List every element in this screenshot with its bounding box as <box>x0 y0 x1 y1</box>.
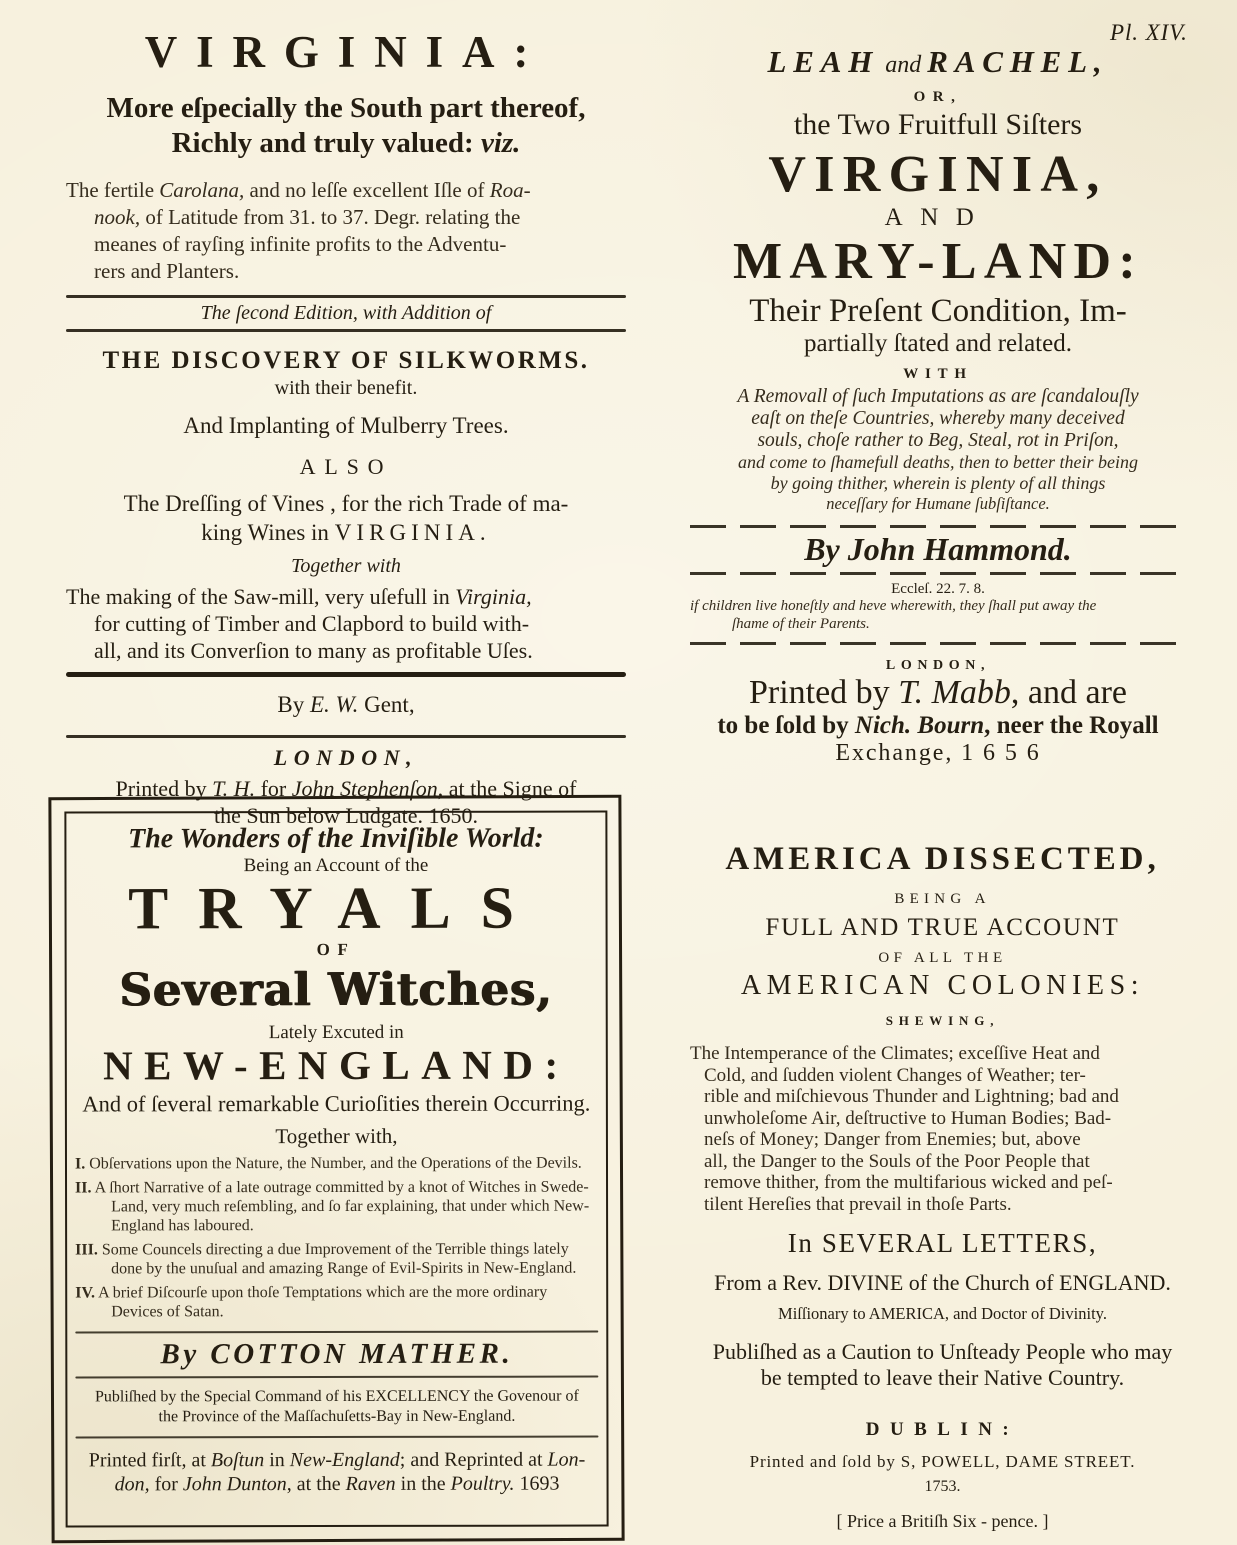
p1-title: VIRGINIA: <box>144 27 548 77</box>
p2-imprint-line: Exchange, 1 6 5 6 <box>835 740 1041 766</box>
p1-also-heading: ALSO <box>299 453 393 479</box>
dashed-rule <box>690 572 1186 575</box>
p3-imprint-line: Printed firſt, at Boſtun in New-England; and Reprinted at Lon- <box>88 1448 586 1472</box>
dashed-rule <box>690 642 1186 645</box>
p4-body-line: rible and miſchievous Thunder and Lightning; bad and <box>704 1086 1119 1107</box>
p3-imprint-line: don, for John Dunton, at the Raven in the Poultry. 1693 <box>114 1472 560 1496</box>
horizontal-rule <box>66 672 626 677</box>
p3-inner-border <box>64 811 608 1528</box>
p3-tryals-title: TRYALS <box>128 874 544 942</box>
p2-removall-line: and come to ſhamefull deaths, then to better their being <box>738 452 1138 472</box>
horizontal-rule <box>66 735 626 738</box>
p3-together-with: Together with, <box>275 1123 398 1149</box>
p3-account-line: Being an Account of the <box>243 854 429 877</box>
p2-sisters-line: the Two Fruitfull Siſters <box>793 108 1083 141</box>
p4-price-line: [ Price a Britiſh Six - pence. ] <box>836 1511 1049 1531</box>
p2-condition-line: Their Preſent Condition, Im- <box>749 293 1127 329</box>
p2-with-heading: WITH <box>903 366 973 382</box>
p1-sawmill-line: for cutting of Timber and Clapbord to build with- <box>94 610 530 636</box>
p2-and: AND <box>884 204 992 231</box>
p4-caution-line: Publiſhed as a Caution to Unſteady People who may <box>712 1339 1173 1364</box>
p3-contents-item: I. Obſervations upon the Nature, the Number, and the Operations of the Devils. <box>74 1154 582 1173</box>
p3-contents-item: IV. A brief Diſcourſe upon thoſe Temptations which are the more ordinary Devices of Satan. <box>75 1283 548 1321</box>
page-america-dissected-1753 <box>690 841 1195 1532</box>
p4-body-line: tilent Hereſies that prevail in thoſe Parts. <box>704 1193 1012 1215</box>
p3-lately-line: Lately Excuted in <box>268 1021 404 1044</box>
p2-removall-line: A Removall of ſuch Imputations as are ſcandalouſly <box>737 386 1139 407</box>
p4-caution-line: be tempted to leave their Native Country. <box>760 1365 1125 1390</box>
p2-condition-line: partially ſtated and related. <box>804 330 1072 357</box>
p2-virginia-title: VIRGINIA, <box>768 146 1108 203</box>
p4-dublin-line: DUBLIN: <box>865 1419 1020 1440</box>
p2-maryland-title: MARY-LAND: <box>733 233 1143 290</box>
p4-missionary-line: Miſſionary to AMERICA, and Doctor of Divinity. <box>778 1304 1107 1323</box>
p4-body-line: remove thither, from the multifarious wicked and peſ- <box>704 1172 1113 1193</box>
p4-body-line: neſs of Money; Danger from Enemies; but, above <box>704 1129 1081 1150</box>
p2-removall-line: eaſt on theſe Countries, whereby many deceived <box>751 408 1125 429</box>
horizontal-rule <box>66 329 626 332</box>
p4-american-colonies: AMERICAN COLONIES: <box>740 970 1145 1001</box>
page-tryals-witches-1693 <box>48 795 624 1543</box>
p1-paragraph-line: rers and Planters. <box>94 258 240 283</box>
p4-printer-line: Printed and ſold by S, POWELL, DAME STREET. <box>749 1452 1136 1471</box>
p4-full-account: FULL AND TRUE ACCOUNT <box>765 914 1120 941</box>
p1-paragraph-line: The fertile Carolana, and no leſſe excellent Iſle of Roa- <box>66 177 531 202</box>
dashed-rule <box>690 525 1186 528</box>
p3-witches-title: Several Witches, <box>119 962 553 1017</box>
p4-of-all-the: OF ALL THE <box>878 950 1007 966</box>
p1-london-line: LONDON, <box>273 744 419 770</box>
horizontal-rule <box>75 1331 598 1334</box>
p1-imprint-line: the Sun below Ludgate. 1650. <box>214 802 478 828</box>
p1-imprint-line: Printed by T. H. for John Stephenſon, at the Signe of <box>115 775 577 801</box>
p2-imprint-line: Printed by T. Mabb, and are <box>748 674 1128 711</box>
horizontal-rule <box>75 1436 598 1439</box>
p4-from-divine: From a Rev. DIVINE of the Church of ENGLAND. <box>714 1270 1171 1295</box>
p1-author-line: By E. W. Gent, <box>277 691 415 717</box>
p1-vines-line: king Wines in VIRGINIA. <box>201 519 491 545</box>
p1-paragraph-line: meanes of rayſing infinite profits to the Adventu- <box>94 231 507 256</box>
p2-author-line: By John Hammond. <box>804 531 1072 567</box>
p4-shewing: SHEWING, <box>885 1013 1000 1028</box>
p3-published-line: Publiſhed by the Special Command of his EXCELLENCY the Govenour of <box>94 1387 579 1406</box>
horizontal-rule <box>75 1376 598 1379</box>
p3-author-line: By COTTON MATHER. <box>160 1337 514 1371</box>
p3-contents-item: II. A ſhort Narrative of a late outrage committed by a knot of Witches in Swede-Land, very much reſembling, and ſo far explaining, that under which New-England has laboured. <box>75 1178 590 1235</box>
p2-removall-line: by going thither, wherein is plenty of all things <box>770 473 1106 493</box>
page-virginia-1650 <box>66 26 626 829</box>
p4-body-line: The Intemperance of the Climates; exceſſive Heat and <box>690 1043 1100 1064</box>
p2-title-leah-rachel: LEAH and RACHEL, <box>767 44 1109 79</box>
p4-year: 1753. <box>924 1478 961 1495</box>
p2-london-line: LONDON, <box>885 658 991 673</box>
p4-body-line: unwholeſome Air, deſtructive to Human Bodies; Bad- <box>704 1107 1112 1129</box>
p4-body-line: all, the Danger to the Souls of the Poor People that <box>704 1150 1090 1172</box>
p3-of: OF <box>316 939 356 960</box>
p4-being-a: BEING A <box>894 891 991 907</box>
p1-vines-line: The Dreſſing of Vines , for the rich Trade of ma- <box>123 490 569 516</box>
horizontal-rule <box>66 295 626 298</box>
p3-wonders-title: The Wonders of the Inviſible World: <box>128 822 544 855</box>
p3-new-england-title: NEW-ENGLAND: <box>103 1041 570 1089</box>
p4-several-letters: In SEVERAL LETTERS, <box>787 1228 1098 1258</box>
p2-imprint-line: to be ſold by Nich. Bourn, neer the Royall <box>717 712 1159 739</box>
plate-number: Pl. XIV. <box>1110 20 1188 45</box>
page-leah-and-rachel-1656 <box>690 44 1186 767</box>
p1-sawmill-line: all, and its Converſion to many as profitable Uſes. <box>94 637 533 663</box>
p3-curiosities-line: And of ſeveral remarkable Curioſities therein Occurring. <box>82 1090 591 1117</box>
p3-published-line: the Province of the Maſſachuſetts-Bay in New-England. <box>158 1407 516 1426</box>
p2-quote-line: if children live honeſtly and heve wherewith, they ſhall put away the <box>690 598 1097 614</box>
p1-benefit-line: with their benefit. <box>274 376 418 399</box>
p2-ecclesiastes-ref: Eccleſ. 22. 7. 8. <box>891 581 985 597</box>
p1-silkworms-heading: THE DISCOVERY OF SILKWORMS. <box>102 346 590 374</box>
p3-contents-item: III. Some Councels directing a due Improvement of the Terrible things lately done by the unuſual and amazing Range of Evil-Spirits in New-England. <box>75 1240 577 1278</box>
p1-subtitle-1: More eſpecially the South part thereof, <box>106 92 586 124</box>
p1-paragraph-line: nook, of Latitude from 31. to 37. Degr. relating the <box>94 204 521 229</box>
p1-mulberry-line: And Implanting of Mulberry Trees. <box>183 412 509 438</box>
p1-sawmill-line: The making of the Saw-mill, very uſefull in Virginia, <box>66 583 532 609</box>
p2-or: OR, <box>913 89 963 105</box>
p1-subtitle-2: Richly and truly valued: viz. <box>171 127 521 160</box>
p4-title: AMERICA DISSECTED, <box>725 841 1160 877</box>
p2-quote-line: ſhame of their Parents. <box>732 615 870 632</box>
p1-edition-note: The ſecond Edition, with Addition of <box>200 301 492 324</box>
p1-together-with: Together with <box>291 554 401 577</box>
p4-body-line: Cold, and ſudden violent Changes of Weather; ter- <box>704 1064 1086 1086</box>
p2-removall-line: neceſſary for Humane ſubſiſtance. <box>826 494 1050 513</box>
p2-removall-line: souls, choſe rather to Beg, Steal, rot in Priſon, <box>757 430 1119 451</box>
